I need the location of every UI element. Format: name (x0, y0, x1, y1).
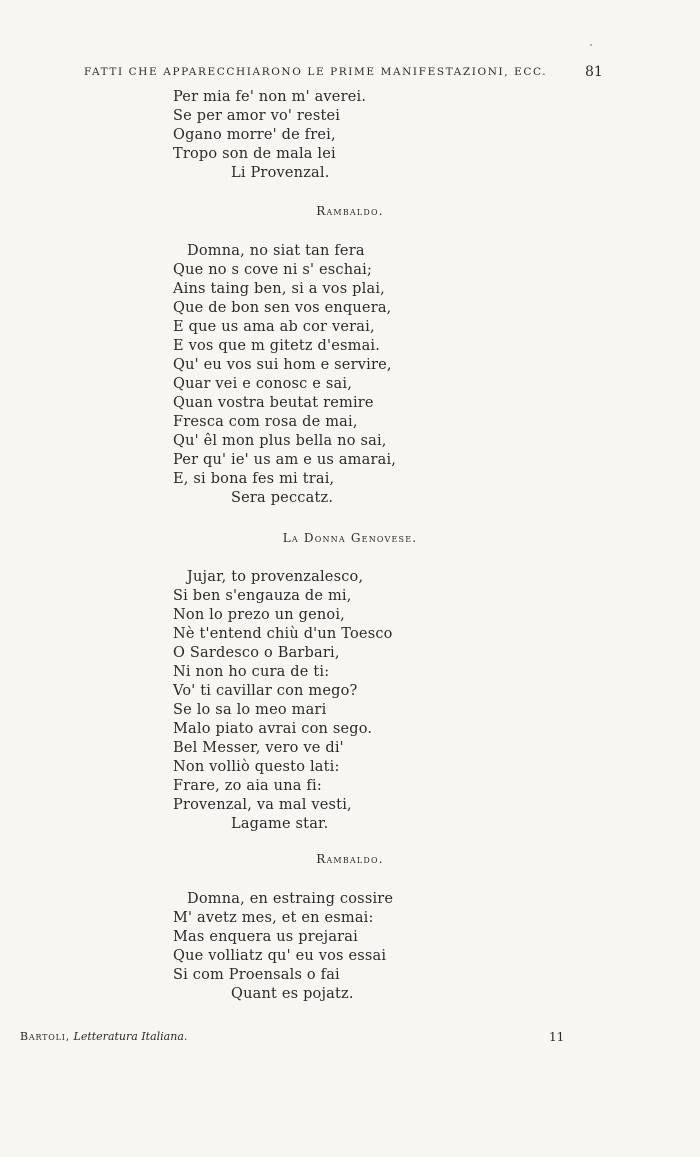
verse-line: E, si bona fes mi trai, (173, 471, 335, 487)
verse-line: Fresca com rosa de mai, (173, 414, 358, 430)
verse-line: M' avetz mes, et en esmai: (173, 910, 374, 926)
verse-line: Ni non ho cura de ti: (173, 664, 330, 680)
verse-line: Tropo son de mala lei (173, 146, 336, 162)
speaker-heading: La Donna Genovese. (282, 531, 418, 545)
verse-line: Domna, en estraing cossire (187, 891, 394, 907)
verse-line: Bel Messer, vero ve di' (173, 740, 344, 756)
verse-line: Mas enquera us prejarai (173, 929, 358, 945)
verse-line: Que no s cove ni s' eschai; (173, 262, 373, 278)
verse-line: Se per amor vo' restei (173, 108, 341, 124)
stanza-2 (173, 242, 396, 508)
verse-line: Malo piato avrai con sego. (173, 721, 373, 737)
stanza-3 (173, 568, 393, 834)
verse-line: Nè t'entend chiù d'un Toesco (173, 626, 393, 642)
stanza-1 (173, 88, 366, 183)
verse-refrain: Lagame star. (231, 816, 329, 832)
stanza-4 (173, 890, 393, 1004)
speaker-heading: Rambaldo. (316, 204, 384, 218)
verse-line: Per mia fe' non m' averei. (173, 89, 367, 105)
verse-line: Se lo sa lo meo mari (173, 702, 327, 718)
verse-line: Quan vostra beutat remire (173, 395, 374, 411)
footer-book-title: Letteratura Italiana. (73, 1030, 188, 1043)
verse-line: E que us ama ab cor verai, (173, 319, 375, 335)
verse-line: Frare, zo aia una fi: (173, 778, 322, 794)
running-head: FATTI CHE APPARECCHIARONO LE PRIME MANIFESTAZIONI, ECC. (84, 66, 548, 78)
verse-line: Qu' eu vos sui hom e servire, (173, 357, 392, 373)
verse-line: Jujar, to provenzalesco, (187, 569, 364, 585)
verse-line: Qu' êl mon plus bella no sai, (173, 433, 387, 449)
verse-line: Vo' ti cavillar con mego? (173, 683, 358, 699)
verse-line: Provenzal, va mal vesti, (173, 797, 352, 813)
verse-refrain: Quant es pojatz. (231, 986, 354, 1002)
speaker-heading: Rambaldo. (316, 852, 384, 866)
verse-refrain: Li Provenzal. (231, 165, 330, 181)
signature-mark: 11 (549, 1030, 565, 1044)
footer-source (20, 1030, 187, 1043)
verse-line: Non volliò questo lati: (173, 759, 340, 775)
verse-line: Que de bon sen vos enquera, (173, 300, 392, 316)
verse-line: Domna, no siat tan fera (187, 243, 365, 259)
footer-author: Bartoli, (20, 1030, 71, 1043)
verse-line: Si com Proensals o fai (173, 967, 340, 983)
page-number: 81 (585, 64, 603, 80)
verse-line: Ogano morre' de frei, (173, 127, 336, 143)
verse-line: Si ben s'engauza de mi, (173, 588, 352, 604)
paper-speck (590, 44, 592, 46)
verse-line: O Sardesco o Barbari, (173, 645, 340, 661)
verse-line: Quar vei e conosc e sai, (173, 376, 353, 392)
verse-line: Non lo prezo un genoi, (173, 607, 345, 623)
verse-line: Per qu' ie' us am e us amarai, (173, 452, 397, 468)
verse-line: E vos que m gitetz d'esmai. (173, 338, 381, 354)
verse-line: Ains taing ben, si a vos plai, (173, 281, 385, 297)
verse-line: Que volliatz qu' eu vos essai (173, 948, 387, 964)
verse-refrain: Sera peccatz. (231, 490, 334, 506)
